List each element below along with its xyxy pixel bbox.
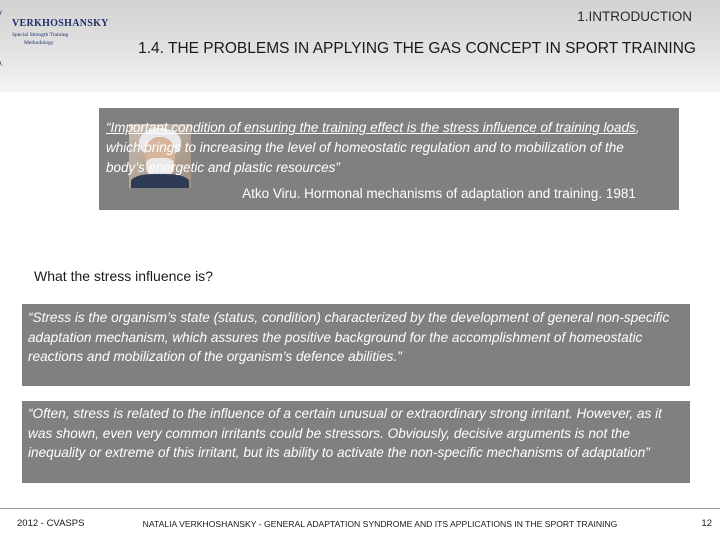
verkhoshansky-logo xyxy=(0,8,109,66)
quote-underlined: “Important condition of ensuring the training effect is the stress influence of training loads xyxy=(106,120,636,135)
stressors-text: “Often, stress is related to the influence of a certain unusual or extraordinary strong irritant. However, as it was shown, even very common irritants could be stressors. Obviously, decisive arguments is not the inequality or extreme of this irritant, but its ability to activate the non-specific mechanisms of adaptation” xyxy=(28,406,662,460)
quote-text xyxy=(106,118,666,178)
definition-text: “Stress is the organism’s state (status, condition) characterized by the development of general non-specific adaptation mechanism, which assures the positive background for the accomplishment of homeostatic reactions and mobilization of the organism’s defence abilities.” xyxy=(28,310,670,364)
quote-rest: , which brings to increasing the level of homeostatic regulation and to mobilization of the body’s energetic and plastic resources” xyxy=(106,120,640,175)
logo-arc xyxy=(0,10,10,66)
quote-citation: Atko Viru. Hormonal mechanisms of adaptation and training. 1981 xyxy=(242,186,636,201)
section-label: 1.INTRODUCTION xyxy=(577,9,692,24)
page-title: 1.4. THE PROBLEMS IN APPLYING THE GAS CONCEPT IN SPORT TRAINING xyxy=(138,40,696,57)
logo-subtitle: Special Strength Training xyxy=(12,32,69,38)
logo-name: VERKHOSHANSKY xyxy=(12,18,109,29)
header-band xyxy=(0,0,720,92)
page-number: 12 xyxy=(701,518,712,529)
definition-box xyxy=(22,304,690,386)
footer-center: NATALIA VERKHOSHANSKY - GENERAL ADAPTATION SYNDROME AND ITS APPLICATIONS IN THE SPORT TRAINING xyxy=(142,519,618,529)
question-heading: What the stress influence is? xyxy=(34,268,213,284)
quote-box xyxy=(99,108,679,210)
stressors-box xyxy=(22,401,690,483)
footer-left: 2012 - CVASPS xyxy=(17,518,85,529)
logo-subtitle-2: Methodology xyxy=(24,40,54,46)
footer-divider xyxy=(0,508,720,509)
